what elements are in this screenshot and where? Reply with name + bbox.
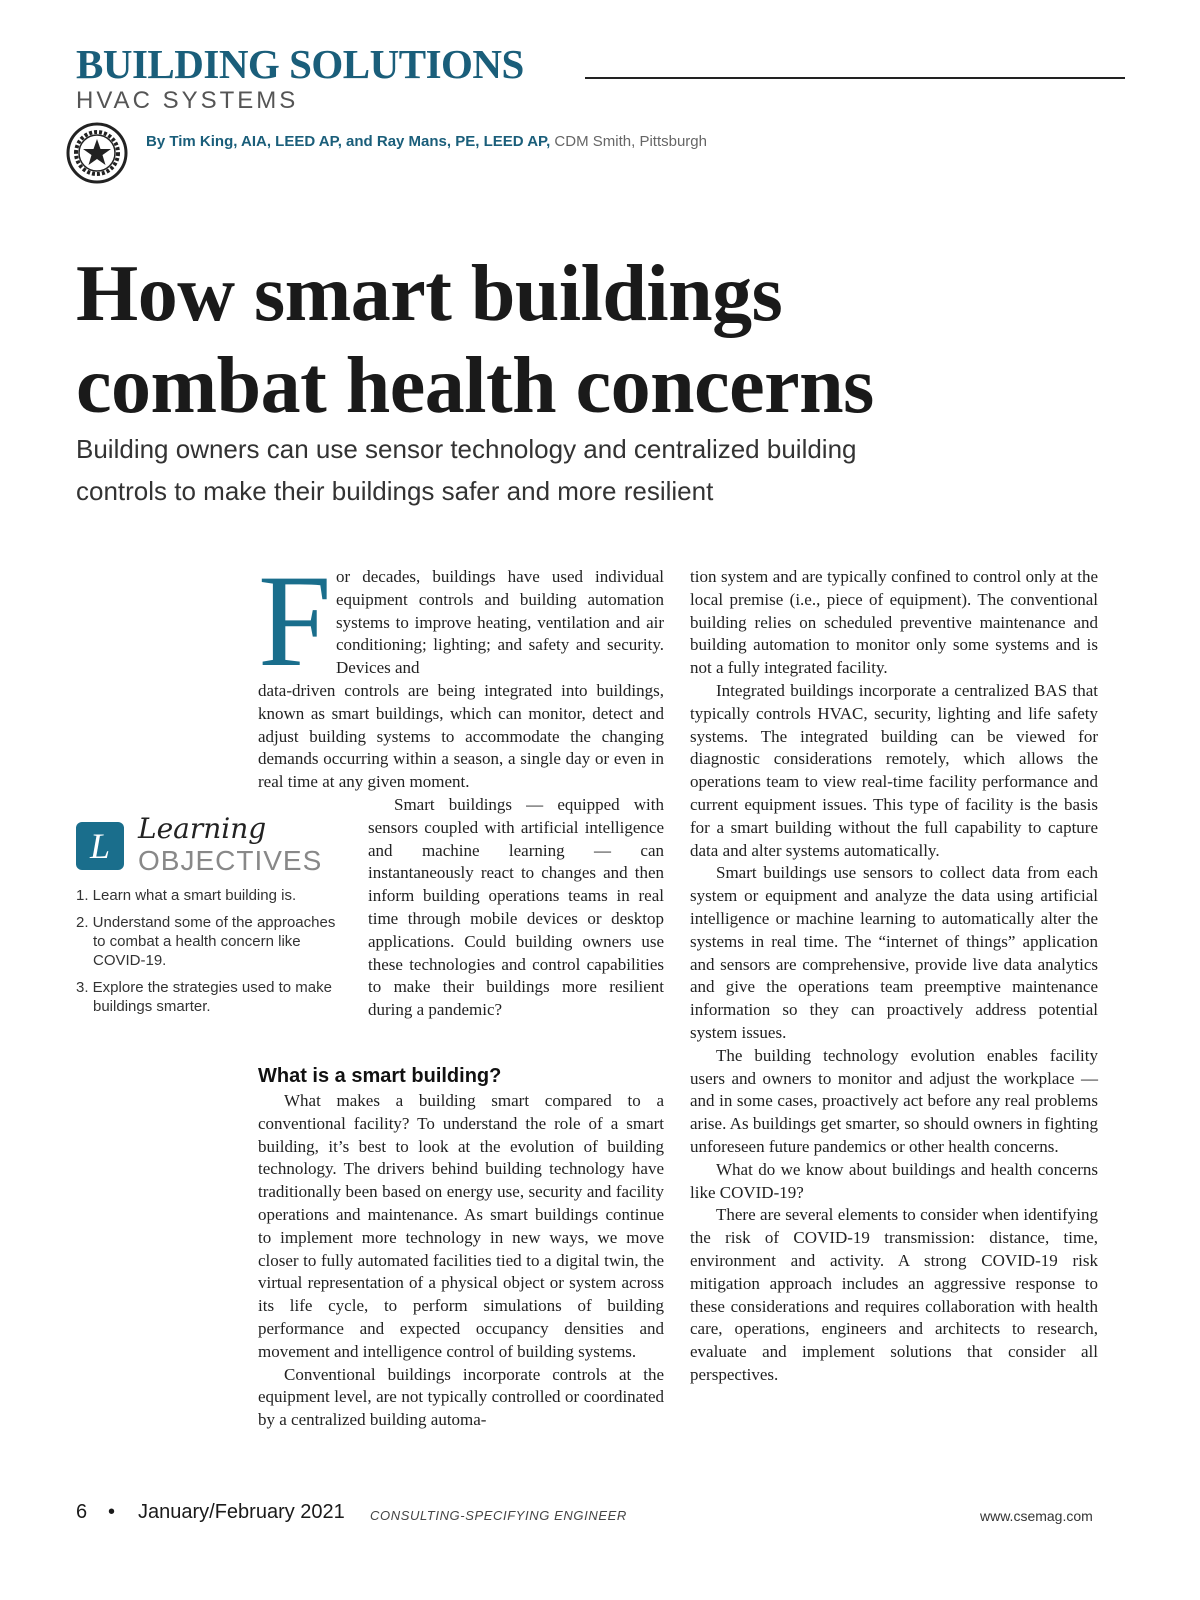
intro-text-rest: data-driven controls are being integrated into buildings, known as smart buildings, which can monitor, detect and adjust building systems to accommodate the changing demands occurring within a season, a single day or even in real time at any given moment. [258,681,664,792]
body-paragraph: What do we know about buildings and health concerns like COVID-19? [690,1159,1098,1202]
section-rule [585,77,1125,79]
byline-authors: By Tim King, AIA, LEED AP, and Ray Mans, PE, LEED AP, [146,133,551,150]
learning-objective-item: 3. Explore the strategies used to make buildings smarter. [76,979,332,1015]
byline-organization: CDM Smith, Pittsburgh [550,133,707,150]
body-paragraph: Smart buildings use sensors to collect data from each system or equipment and analyze the data using artificial intelligence or machine learning to automatically alter the systems in real time. The “internet of things” application and sensors are comprehensive, provide live data analytics and give the operations team preemptive maintenance information so they can proactively address potential system issues. [690,863,1098,1042]
intro-text-first: or decades, buildings have used individual equipment controls and building automation systems to improve heating, ventilation and air conditioning; lighting; and safety and security. Devices and [336,567,664,678]
learning-objective-item: 1. Learn what a smart building is. [76,887,297,904]
article-deck [76,428,1076,512]
deck-line-1: Building owners can use sensor technology and centralized building [76,434,857,464]
body-paragraph: There are several elements to consider when identifying the risk of COVID-19 transmission: distance, time, environment and activity. A strong COVID-19 risk mitigation approach includes an aggressive response to these considerations and requires collaboration with health care, operations, engineers and architects to research, evaluate and implement solutions that consider all perspectives. [690,1205,1098,1384]
body-paragraph: The building technology evolution enables facility users and owners to monitor and adjust the workplace — and in some cases, proactively act before any real problems arise. As buildings get smarter, so should owners in fighting unforeseen future pandemics or other health concerns. [690,1045,1098,1156]
headline-line-1: How smart buildings [76,250,783,338]
learning-objectives-badge-icon: L [76,822,124,870]
issue-date: January/February 2021 [138,1501,345,1523]
body-paragraph: Integrated buildings incorporate a centralized BAS that typically controls HVAC, security, lighting and life safety systems. The integrated building can be viewed for diagnostic considerations remotely, which allows the operations team to view real-time facility performance and current equipment issues. This type of facility is the basis for a smart building without the full capability to capture data and alter systems automatically. [690,680,1098,860]
intro-paragraph-continued [258,680,664,794]
section-subtitle: HVAC SYSTEMS [76,87,299,114]
drop-cap: F [258,547,332,694]
learning-objectives-title-caps: OBJECTIVES [138,845,323,876]
magazine-url[interactable]: www.csemag.com [980,1508,1093,1524]
section-title: BUILDING SOLUTIONS [76,41,524,87]
body-paragraph: Conventional buildings incorporate controls at the equipment level, are not typically controlled or coordinated by a centralized building automa- [258,1364,664,1430]
headline-line-2: combat health concerns [76,342,874,430]
column-1-body [258,1090,664,1432]
learning-objective-item: 2. Understand some of the approaches to combat a health concern like COVID-19. [76,914,336,969]
column-2-body [690,566,1098,1387]
learning-objectives-title-script: Learning [138,812,267,845]
footer-bullet: • [108,1501,116,1523]
intro-text-2: Smart buildings — equipped with sensors coupled with artificial intelligence and machine learning — can instantaneously react to changes and then inform building operations teams in real time through mobile devices or desktop applications. Could building owners use these technologies and control capabilities to make their buildings more resilient during a pandemic? [368,795,664,1020]
magazine-name: CONSULTING-SPECIFYING ENGINEER [370,1508,627,1523]
page-number: 6 [76,1501,88,1523]
body-paragraph: What makes a building smart compared to a conventional facility? To understand the role of a smart building, it’s best to look at the evolution of building technology. The drivers behind building technology have traditionally been based on energy use, security and facility operations and maintenance. As smart buildings continue to implement more technology in new ways, we move closer to fully automated facilities tied to a digital twin, the virtual representation of a physical object or system across its life cycle, to perform simulations of building performance and expected occupancy densities and movement and intelligence control of building systems. [258,1091,664,1361]
body-paragraph: tion system and are typically confined to control only at the local premise (i.e., piece of equipment). The conventional building relies on scheduled preventive maintenance and building automation to monitor only some systems and is not a fully integrated facility. [690,567,1098,678]
intro-paragraph-2 [368,794,664,1022]
deck-line-2: controls to make their buildings safer and more resilient [76,476,714,506]
intro-paragraph-start [336,566,664,680]
learning-objectives-list [76,886,346,1024]
peer-reviewed-seal-icon [66,122,128,184]
section-heading-smart-building: What is a smart building? [258,1065,502,1087]
byline [146,131,707,153]
article-headline [76,248,1136,432]
